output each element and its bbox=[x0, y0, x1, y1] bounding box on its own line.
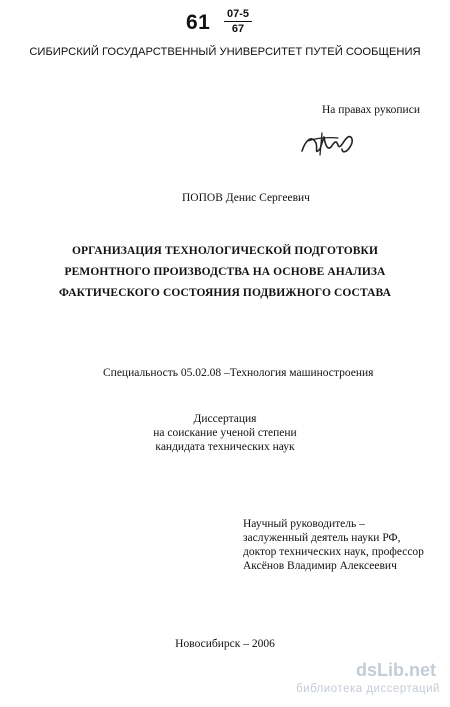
specialty: Специальность 05.02.08 –Технология машиностроения bbox=[103, 367, 374, 379]
registry-fraction bbox=[224, 8, 252, 35]
watermark-subtitle: библиотека диссертаций bbox=[296, 683, 440, 695]
degree-line: Диссертация bbox=[193, 413, 257, 425]
university-name: СИБИРСКИЙ ГОСУДАРСТВЕННЫЙ УНИВЕРСИТЕТ ПУТЕЙ СООБЩЕНИЯ bbox=[29, 46, 421, 58]
supervisor-line: доктор технических наук, профессор bbox=[243, 546, 424, 558]
dissertation-title bbox=[0, 241, 450, 304]
supervisor-info bbox=[243, 517, 424, 573]
registry-fraction-bottom: 67 bbox=[231, 23, 245, 35]
manuscript-rights: На правах рукописи bbox=[322, 104, 420, 116]
degree-line: кандидата технических наук bbox=[155, 441, 295, 453]
city-year: Новосибирск – 2006 bbox=[175, 638, 275, 650]
registry-number: 61 bbox=[186, 11, 211, 34]
supervisor-line: Аксёнов Владимир Алексеевич bbox=[243, 560, 397, 572]
supervisor-line: заслуженный деятель науки РФ, bbox=[243, 532, 401, 544]
author-name: ПОПОВ Денис Сергеевич bbox=[182, 192, 310, 204]
title-line: ФАКТИЧЕСКОГО СОСТОЯНИЯ ПОДВИЖНОГО СОСТАВА bbox=[58, 287, 392, 299]
registry-fraction-top: 07-5 bbox=[224, 8, 252, 22]
title-line: ОРГАНИЗАЦИЯ ТЕХНОЛОГИЧЕСКОЙ ПОДГОТОВКИ bbox=[71, 245, 379, 257]
author-signature bbox=[298, 129, 358, 159]
title-line: РЕМОНТНОГО ПРОИЗВОДСТВА НА ОСНОВЕ АНАЛИЗА bbox=[64, 266, 386, 278]
supervisor-line: Научный руководитель – bbox=[243, 518, 365, 530]
degree-info bbox=[0, 412, 450, 454]
watermark-logo: dsLib.net bbox=[356, 660, 436, 680]
degree-line: на соискание ученой степени bbox=[153, 427, 297, 439]
